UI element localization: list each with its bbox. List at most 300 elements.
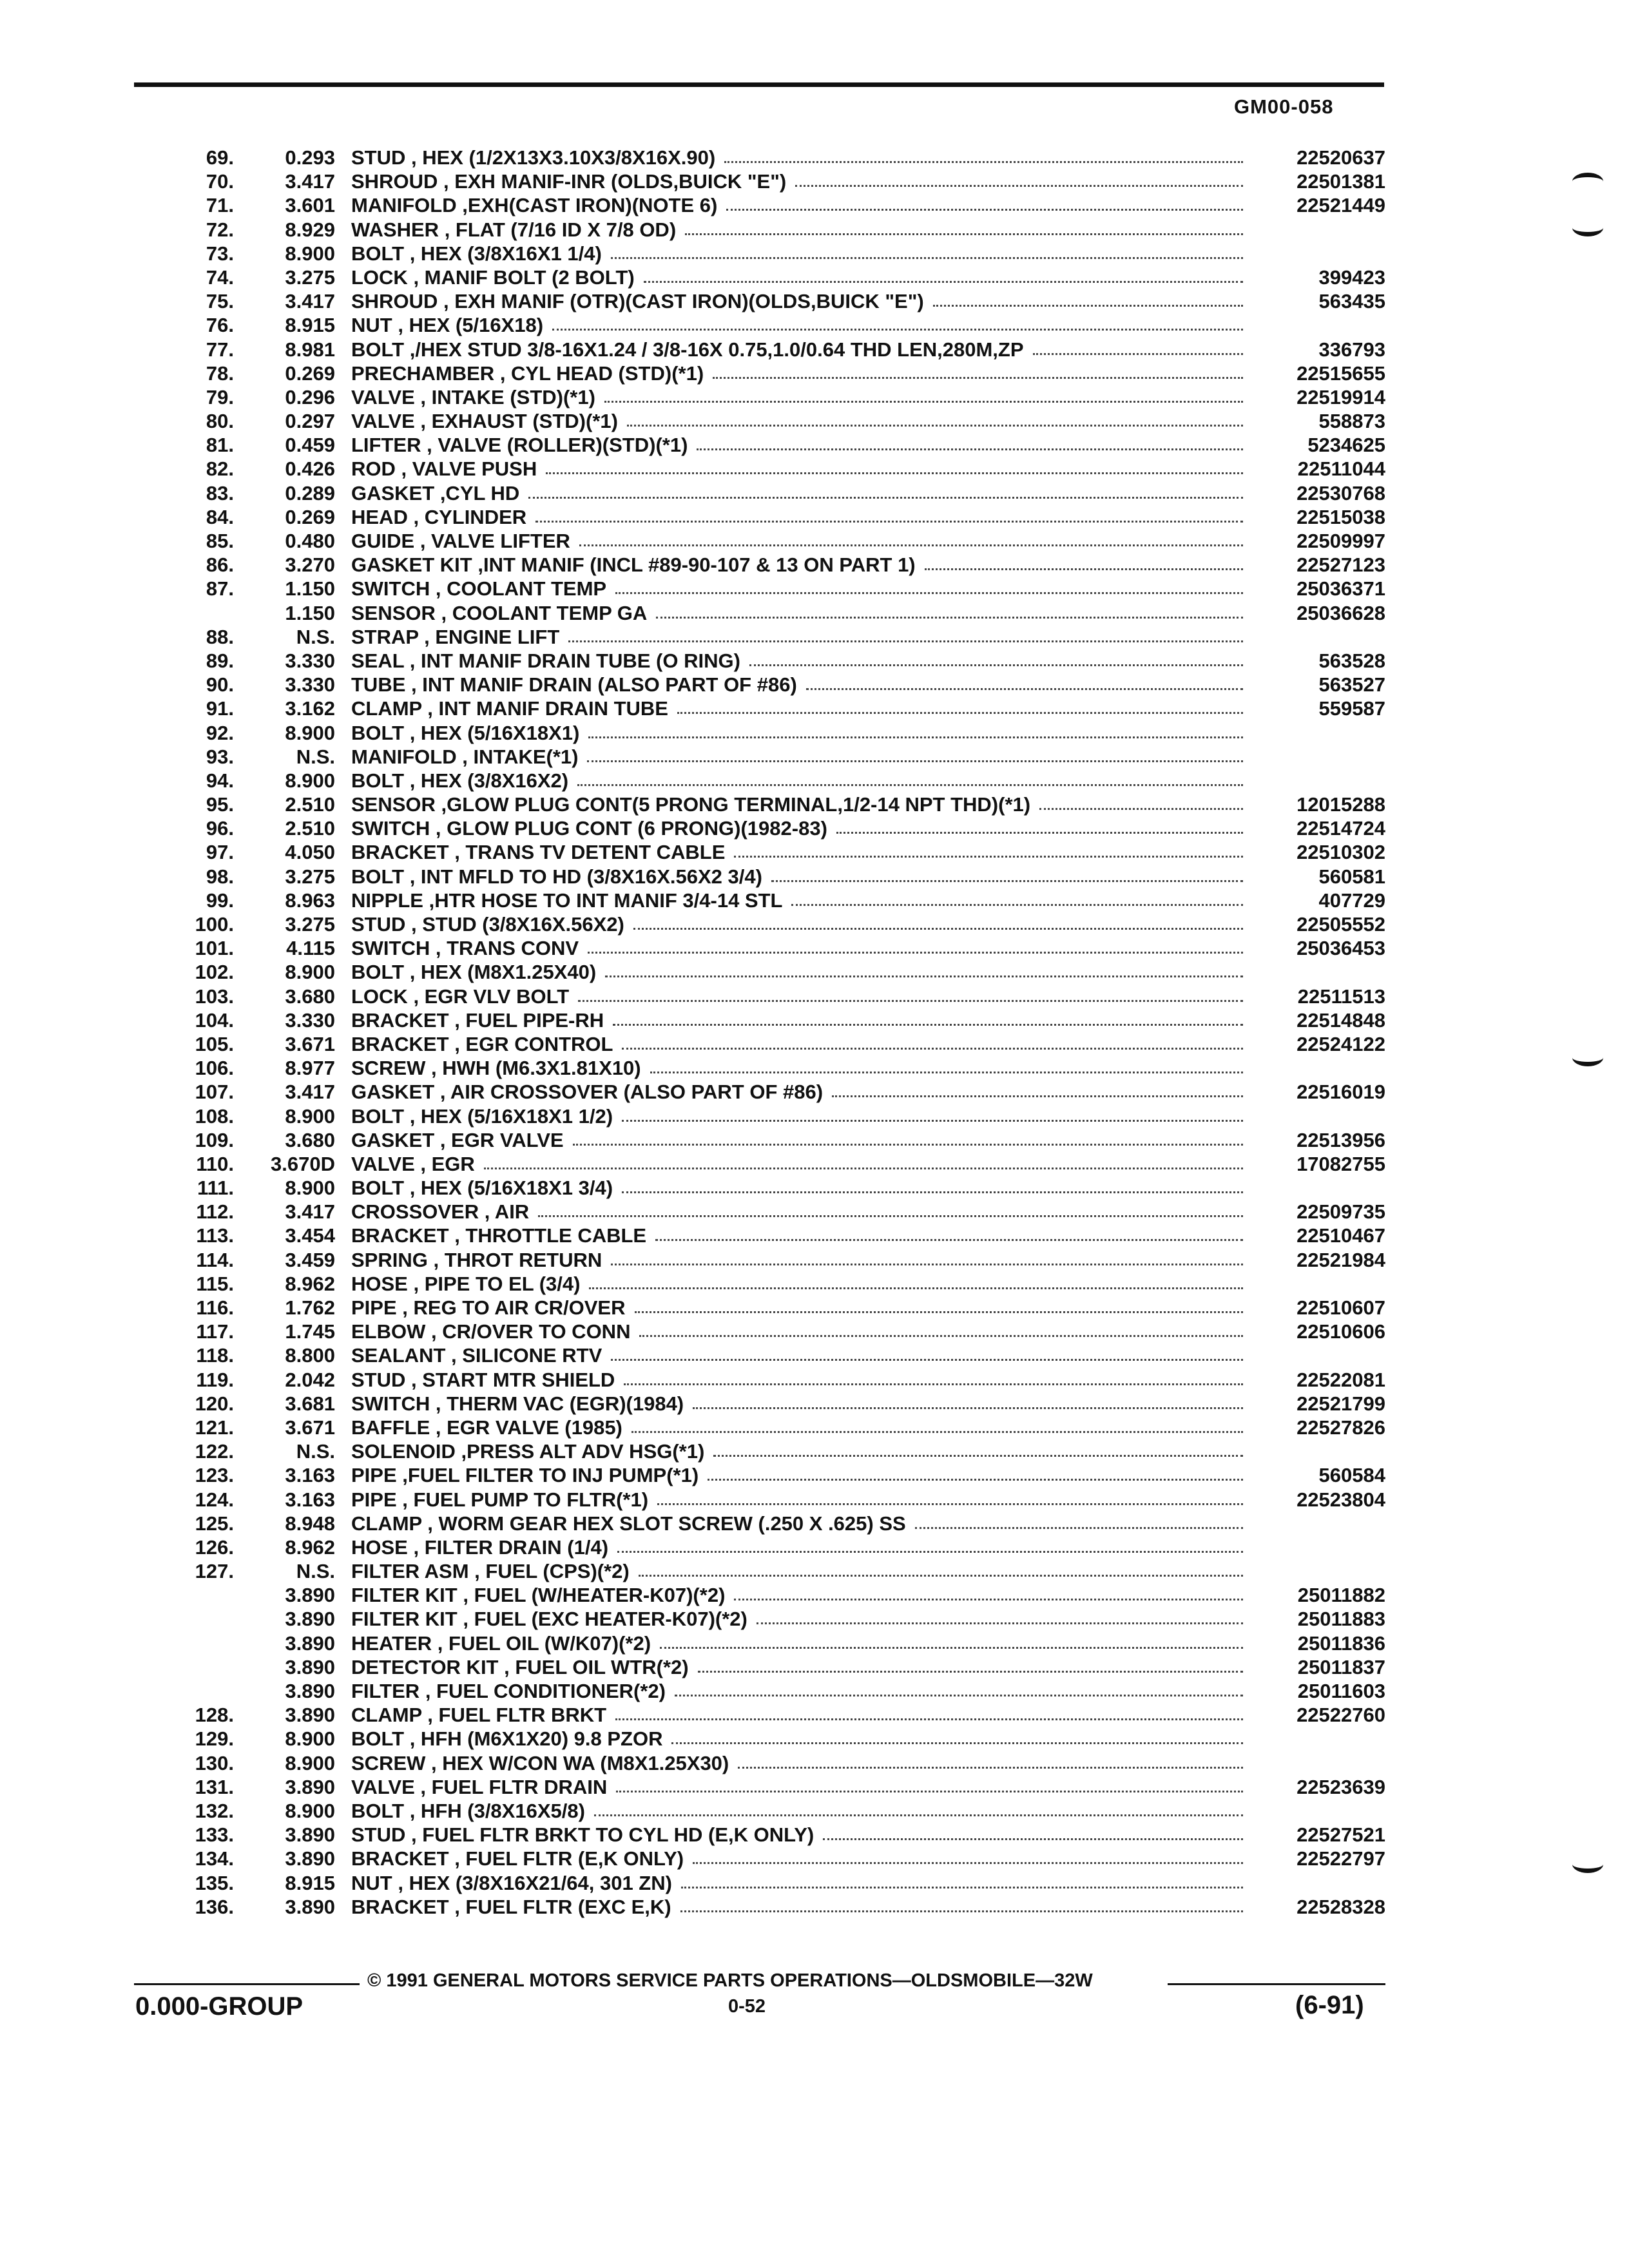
group-code: 0.269	[285, 361, 335, 385]
item-number: 107.	[195, 1081, 234, 1104]
part-name: STUD	[351, 146, 406, 169]
dot-leader	[589, 1272, 1243, 1289]
part-number: 22515655	[1296, 361, 1385, 385]
part-row	[0, 673, 1629, 697]
dot-leader	[535, 505, 1243, 523]
group-code: 3.681	[285, 1392, 335, 1415]
part-number: 22514724	[1296, 817, 1385, 840]
item-number: 98.	[206, 865, 234, 888]
group-code: 3.601	[285, 194, 335, 217]
item-number: 95.	[206, 793, 234, 816]
part-detail: , HEX (1/2X13X3.10X3/8X16X.90)	[411, 146, 716, 169]
part-number: 22521449	[1296, 194, 1385, 217]
dot-leader	[734, 1583, 1243, 1600]
dot-leader	[633, 912, 1243, 930]
part-description	[351, 1416, 1247, 1439]
part-name: DETECTOR KIT	[351, 1655, 499, 1678]
group-code: 3.330	[285, 649, 335, 672]
item-number: 121.	[195, 1416, 234, 1439]
part-description	[351, 242, 1247, 265]
dot-leader	[538, 1200, 1243, 1217]
item-number: 89.	[206, 649, 234, 672]
dot-leader	[671, 1727, 1243, 1744]
part-detail: , ENGINE LIFT	[424, 625, 560, 648]
part-row	[0, 1559, 1629, 1583]
part-name: SHROUD	[351, 170, 438, 193]
part-detail: , CR/OVER TO CONN	[431, 1320, 631, 1343]
part-detail: , FLAT (7/16 ID X 7/8 OD)	[444, 218, 677, 241]
item-number: 123.	[195, 1464, 234, 1487]
part-number: 22505552	[1296, 913, 1385, 936]
part-description	[351, 433, 1247, 457]
item-number: 103.	[195, 985, 234, 1008]
dot-leader	[588, 721, 1243, 738]
part-description	[351, 361, 1247, 385]
part-number: 22523804	[1296, 1488, 1385, 1511]
part-row	[0, 1392, 1629, 1416]
item-number: 100.	[195, 913, 234, 936]
part-row	[0, 721, 1629, 745]
item-number: 106.	[195, 1057, 234, 1080]
group-code: 3.330	[285, 1008, 335, 1032]
item-number: 127.	[195, 1560, 234, 1583]
part-description	[351, 912, 1247, 936]
dot-leader	[749, 649, 1243, 666]
part-row	[0, 577, 1629, 601]
part-name: NUT	[351, 1871, 392, 1894]
dot-leader	[568, 625, 1243, 642]
part-row	[0, 1272, 1629, 1296]
part-description	[351, 1128, 1247, 1152]
part-description	[351, 601, 1247, 625]
part-detail: , HEX (5/16X18)	[398, 314, 544, 337]
part-name: SENSOR	[351, 793, 436, 816]
part-description	[351, 1871, 1247, 1895]
item-number: 90.	[206, 673, 234, 697]
part-detail: , INT MFLD TO HD (3/8X16X.56X2 3/4)	[409, 865, 762, 888]
group-code: 8.981	[285, 338, 335, 361]
group-code: 1.745	[285, 1320, 335, 1343]
group-code: 3.417	[285, 1081, 335, 1104]
group-code: 1.150	[285, 601, 335, 624]
part-detail: , EGR VALVE	[439, 1128, 564, 1151]
part-row	[0, 1823, 1629, 1847]
binder-hole-mark	[1572, 1856, 1603, 1873]
part-name: LOCK	[351, 265, 408, 289]
part-row	[0, 242, 1629, 265]
part-name: FILTER KIT	[351, 1584, 458, 1607]
part-description	[351, 1296, 1247, 1320]
part-number: 25036371	[1296, 577, 1385, 601]
dot-leader	[680, 1895, 1243, 1912]
part-detail: , FUEL OIL WTR(*2)	[504, 1655, 689, 1678]
binder-hole-mark	[1572, 1049, 1603, 1066]
item-number: 82.	[206, 457, 234, 481]
group-code: N.S.	[296, 745, 335, 768]
group-code: 3.890	[285, 1608, 335, 1631]
part-row	[0, 697, 1629, 720]
part-row	[0, 960, 1629, 984]
part-row	[0, 313, 1629, 337]
dot-leader	[697, 433, 1243, 450]
dot-leader	[552, 313, 1243, 331]
group-code: 8.900	[285, 1799, 335, 1822]
part-name: BRACKET	[351, 1008, 449, 1032]
item-number: 136.	[195, 1895, 234, 1918]
part-detail: , EXH MANIF-INR (OLDS,BUICK "E")	[443, 170, 787, 193]
part-name: GASKET	[351, 481, 435, 505]
part-name: GUIDE	[351, 530, 415, 552]
item-number: 108.	[195, 1104, 234, 1128]
part-row	[0, 649, 1629, 673]
part-row	[0, 816, 1629, 840]
part-name: SPRING	[351, 1248, 428, 1271]
part-number: 22511513	[1297, 985, 1385, 1008]
item-number: 70.	[206, 170, 234, 193]
part-description	[351, 1655, 1247, 1679]
part-detail: , CYL HEAD (STD)(*1)	[499, 361, 704, 385]
part-row	[0, 289, 1629, 313]
group-code: 0.480	[285, 530, 335, 552]
part-number: 22510607	[1296, 1296, 1385, 1319]
item-number: 78.	[206, 361, 234, 385]
part-number: 25036628	[1296, 601, 1385, 624]
part-number: 5234625	[1307, 434, 1385, 457]
part-number: 22516019	[1296, 1081, 1385, 1104]
item-number: 93.	[206, 745, 234, 768]
part-detail: , FUEL FLTR DRAIN	[420, 1775, 608, 1798]
part-name: BOLT	[351, 242, 405, 265]
part-detail: , INT MANIF DRAIN (ALSO PART OF #86)	[411, 673, 797, 697]
top-rule	[134, 82, 1384, 87]
part-row	[0, 1775, 1629, 1799]
part-name: TUBE	[351, 673, 406, 697]
item-number: 84.	[206, 505, 234, 528]
part-row	[0, 1871, 1629, 1895]
part-name: CROSSOVER	[351, 1200, 479, 1224]
part-description	[351, 481, 1247, 505]
part-detail: , EGR CONTROL	[454, 1032, 613, 1055]
dot-leader	[738, 1751, 1243, 1769]
part-detail: , STUD (3/8X16X.56X2)	[411, 913, 624, 936]
part-name: PIPE	[351, 1296, 397, 1319]
group-code: 3.890	[285, 1775, 335, 1798]
part-name: MANIFOLD	[351, 745, 457, 768]
item-number: 74.	[206, 265, 234, 289]
item-number: 72.	[206, 218, 234, 241]
part-number: 559587	[1318, 697, 1385, 720]
part-name: LIFTER	[351, 434, 421, 457]
part-detail: ,INT MANIF (INCL #89-90-107 & 13 ON PART 1)	[477, 553, 916, 577]
part-row	[0, 1248, 1629, 1272]
part-description	[351, 577, 1247, 601]
part-row	[0, 1032, 1629, 1056]
part-number: 563528	[1318, 649, 1385, 672]
part-name: SWITCH	[351, 937, 430, 960]
dot-leader	[677, 697, 1243, 714]
part-number: 22513956	[1296, 1128, 1385, 1151]
footer-rule-left	[134, 1983, 360, 1985]
part-number: 22509997	[1296, 530, 1385, 552]
item-number: 122.	[195, 1440, 234, 1463]
part-name: STRAP	[351, 625, 419, 648]
group-code: 4.050	[285, 841, 335, 864]
parts-list	[0, 146, 1629, 1919]
part-row	[0, 409, 1629, 433]
part-number: 22527123	[1296, 553, 1385, 577]
group-code: 3.459	[285, 1248, 335, 1271]
part-detail: ,CYL HD	[439, 481, 520, 505]
part-description	[351, 265, 1247, 289]
dot-leader	[836, 816, 1243, 834]
part-row	[0, 457, 1629, 481]
part-number: 22515038	[1296, 505, 1385, 528]
dot-leader	[639, 1559, 1243, 1577]
item-number: 124.	[195, 1488, 234, 1511]
part-name: BRACKET	[351, 1895, 449, 1918]
part-number: 22511044	[1297, 457, 1385, 481]
part-description	[351, 1775, 1247, 1799]
part-number: 22510302	[1296, 841, 1385, 864]
part-description	[351, 1248, 1247, 1272]
dot-leader	[622, 1176, 1243, 1193]
group-code: 3.680	[285, 985, 335, 1008]
group-code: 3.671	[285, 1416, 335, 1439]
group-code: 8.915	[285, 1871, 335, 1894]
part-description	[351, 1320, 1247, 1343]
part-row	[0, 1080, 1629, 1104]
part-detail: , FUEL (EXC HEATER-K07)(*2)	[463, 1608, 747, 1631]
part-row	[0, 1512, 1629, 1535]
item-number: 92.	[206, 721, 234, 744]
part-description	[351, 218, 1247, 242]
part-name: BOLT	[351, 1177, 405, 1200]
item-number: 97.	[206, 841, 234, 864]
part-description	[351, 193, 1247, 217]
dot-leader	[631, 1416, 1243, 1433]
part-detail: , VALVE (ROLLER)(STD)(*1)	[427, 434, 688, 457]
part-description	[351, 1104, 1247, 1128]
part-row	[0, 433, 1629, 457]
part-name: BOLT	[351, 1104, 405, 1128]
part-row	[0, 505, 1629, 529]
dot-leader	[757, 1607, 1243, 1624]
part-name: ROD	[351, 457, 396, 481]
part-number: 560584	[1318, 1464, 1385, 1487]
part-row	[0, 1847, 1629, 1870]
item-number: 76.	[206, 314, 234, 337]
part-description	[351, 1224, 1247, 1247]
item-number: 129.	[195, 1727, 234, 1751]
part-number: 22527521	[1296, 1823, 1385, 1847]
dot-leader	[832, 1080, 1243, 1097]
part-name: LOCK	[351, 985, 408, 1008]
item-number: 110.	[196, 1152, 234, 1175]
group-code: 3.270	[285, 553, 335, 577]
dot-leader	[622, 1032, 1243, 1050]
dot-leader	[605, 960, 1243, 977]
dot-leader	[693, 1392, 1243, 1409]
item-number: 120.	[195, 1392, 234, 1415]
part-name: FILTER	[351, 1680, 420, 1702]
item-number: 77.	[206, 338, 234, 361]
part-name: HEAD	[351, 505, 408, 528]
part-description	[351, 1631, 1247, 1655]
group-code: 8.900	[285, 1177, 335, 1200]
part-number: 22501381	[1296, 170, 1385, 193]
group-code: 3.890	[285, 1655, 335, 1678]
group-code: 0.297	[285, 410, 335, 433]
part-number: 558873	[1318, 410, 1385, 433]
group-code: 1.150	[285, 577, 335, 601]
part-description	[351, 1152, 1247, 1176]
part-name: BOLT	[351, 769, 405, 792]
item-number: 128.	[195, 1704, 234, 1727]
part-description	[351, 697, 1247, 720]
part-row	[0, 1439, 1629, 1463]
group-code: 3.163	[285, 1464, 335, 1487]
part-detail: , START MTR SHIELD	[411, 1368, 615, 1391]
dot-leader	[655, 1224, 1243, 1241]
part-description	[351, 769, 1247, 793]
part-row	[0, 1128, 1629, 1152]
part-name: MANIFOLD	[351, 194, 457, 217]
item-number: 86.	[206, 553, 234, 577]
group-code: 8.800	[285, 1344, 335, 1367]
group-code: 3.890	[285, 1895, 335, 1918]
part-row	[0, 1655, 1629, 1679]
group-code: 3.890	[285, 1680, 335, 1702]
dot-leader	[795, 169, 1243, 187]
dot-leader	[604, 385, 1243, 403]
part-detail: , HEX (5/16X18X1)	[409, 721, 580, 744]
group-code: 8.962	[285, 1535, 335, 1559]
part-number: 563435	[1318, 290, 1385, 313]
part-row	[0, 769, 1629, 793]
item-number: 73.	[206, 242, 234, 265]
part-row	[0, 1176, 1629, 1200]
part-row	[0, 1416, 1629, 1439]
part-detail: , WORM GEAR HEX SLOT SCREW (.250 X .625) SS	[427, 1512, 906, 1535]
item-number: 85.	[206, 530, 234, 552]
dot-leader	[708, 1463, 1243, 1481]
dot-leader	[685, 218, 1243, 235]
part-detail: , EGR VLV BOLT	[413, 985, 570, 1008]
item-number: 125.	[195, 1512, 234, 1535]
part-detail: , VALVE PUSH	[401, 457, 537, 481]
dot-leader	[627, 409, 1243, 427]
part-detail: , FUEL FLTR (EXC E,K)	[454, 1895, 671, 1918]
part-name: FILTER KIT	[351, 1608, 458, 1631]
part-name: VALVE	[351, 1775, 415, 1798]
dot-leader	[613, 1008, 1243, 1026]
part-number: 560581	[1318, 865, 1385, 888]
part-number: 22514848	[1296, 1008, 1385, 1032]
part-description	[351, 1823, 1247, 1847]
part-detail: , FUEL FLTR (E,K ONLY)	[454, 1847, 684, 1870]
group-code: 8.929	[285, 218, 335, 241]
part-detail: , INTAKE (STD)(*1)	[420, 385, 595, 408]
part-detail: , PIPE TO EL (3/4)	[413, 1272, 581, 1295]
part-number: 25011882	[1297, 1584, 1385, 1607]
part-detail: , HEX (3/8X16X1 1/4)	[409, 242, 602, 265]
group-code: 3.275	[285, 913, 335, 936]
item-number: 104.	[195, 1008, 234, 1032]
part-detail: , THERM VAC (EGR)(1984)	[435, 1392, 684, 1415]
part-row	[0, 1368, 1629, 1392]
part-detail: , FUEL FLTR BRKT	[427, 1704, 607, 1727]
group-code: 8.948	[285, 1512, 335, 1535]
group-code: 3.163	[285, 1488, 335, 1511]
part-row	[0, 1895, 1629, 1919]
part-detail: , INT MANIF DRAIN TUBE (O RING)	[409, 649, 740, 672]
part-row	[0, 1008, 1629, 1032]
part-row	[0, 1200, 1629, 1224]
part-row	[0, 1320, 1629, 1343]
part-detail: , FILTER DRAIN (1/4)	[413, 1535, 609, 1559]
part-detail: , THROT RETURN	[433, 1248, 602, 1271]
part-detail: ,HTR HOSE TO INT MANIF 3/4-14 STL	[429, 889, 783, 912]
group-code: 3.890	[285, 1823, 335, 1847]
part-detail: , HFH (3/8X16X5/8)	[409, 1799, 585, 1822]
group-code: 0.269	[285, 505, 335, 528]
part-name: BOLT	[351, 1727, 405, 1751]
part-name: SWITCH	[351, 1392, 430, 1415]
part-name: HEATER	[351, 1631, 432, 1655]
part-description	[351, 673, 1247, 697]
part-description	[351, 338, 1247, 361]
part-description	[351, 1080, 1247, 1104]
part-detail: , FUEL (CPS)(*2)	[474, 1560, 630, 1583]
dot-leader	[698, 1655, 1243, 1673]
part-name: BOLT	[351, 961, 405, 984]
part-row	[0, 553, 1629, 577]
part-number: 25036453	[1296, 937, 1385, 960]
item-number: 134.	[195, 1847, 234, 1870]
part-number: 22522797	[1296, 1847, 1385, 1870]
dot-leader	[925, 553, 1243, 570]
part-detail: , TRANS TV DETENT CABLE	[454, 841, 726, 864]
copyright-notice: © 1991 GENERAL MOTORS SERVICE PARTS OPERATIONS—OLDSMOBILE—32W	[367, 1970, 1093, 1991]
dot-leader	[771, 865, 1243, 882]
part-name: NIPPLE	[351, 889, 423, 912]
group-code: 1.762	[285, 1296, 335, 1319]
group-label: 0.000-GROUP	[135, 1992, 304, 2021]
part-detail: ,/HEX STUD 3/8-16X1.24 / 3/8-16X 0.75,1.0/0.64 THD LEN,280M,ZP	[409, 338, 1024, 361]
part-description	[351, 457, 1247, 481]
part-detail: , HWH (M6.3X1.81X10)	[431, 1057, 641, 1080]
part-row	[0, 1104, 1629, 1128]
part-row	[0, 601, 1629, 625]
dot-leader	[823, 1823, 1243, 1840]
group-code: 3.275	[285, 865, 335, 888]
part-detail: , GLOW PLUG CONT (6 PRONG)(1982-83)	[435, 817, 827, 840]
dot-leader	[635, 1296, 1244, 1313]
item-number: 133.	[195, 1823, 234, 1847]
part-description	[351, 1895, 1247, 1919]
part-detail: , EXH MANIF (OTR)(CAST IRON)(OLDS,BUICK "E")	[443, 290, 924, 313]
part-detail: , AIR CROSSOVER (ALSO PART OF #86)	[439, 1081, 824, 1104]
group-code: 2.042	[285, 1368, 335, 1391]
dot-leader	[650, 1056, 1243, 1073]
part-description	[351, 146, 1247, 169]
part-number: 12015288	[1296, 793, 1385, 816]
dot-leader	[588, 936, 1243, 954]
part-row	[0, 146, 1629, 169]
dot-leader	[616, 1775, 1243, 1792]
dot-leader	[639, 1320, 1243, 1337]
part-name: VALVE	[351, 1152, 415, 1175]
